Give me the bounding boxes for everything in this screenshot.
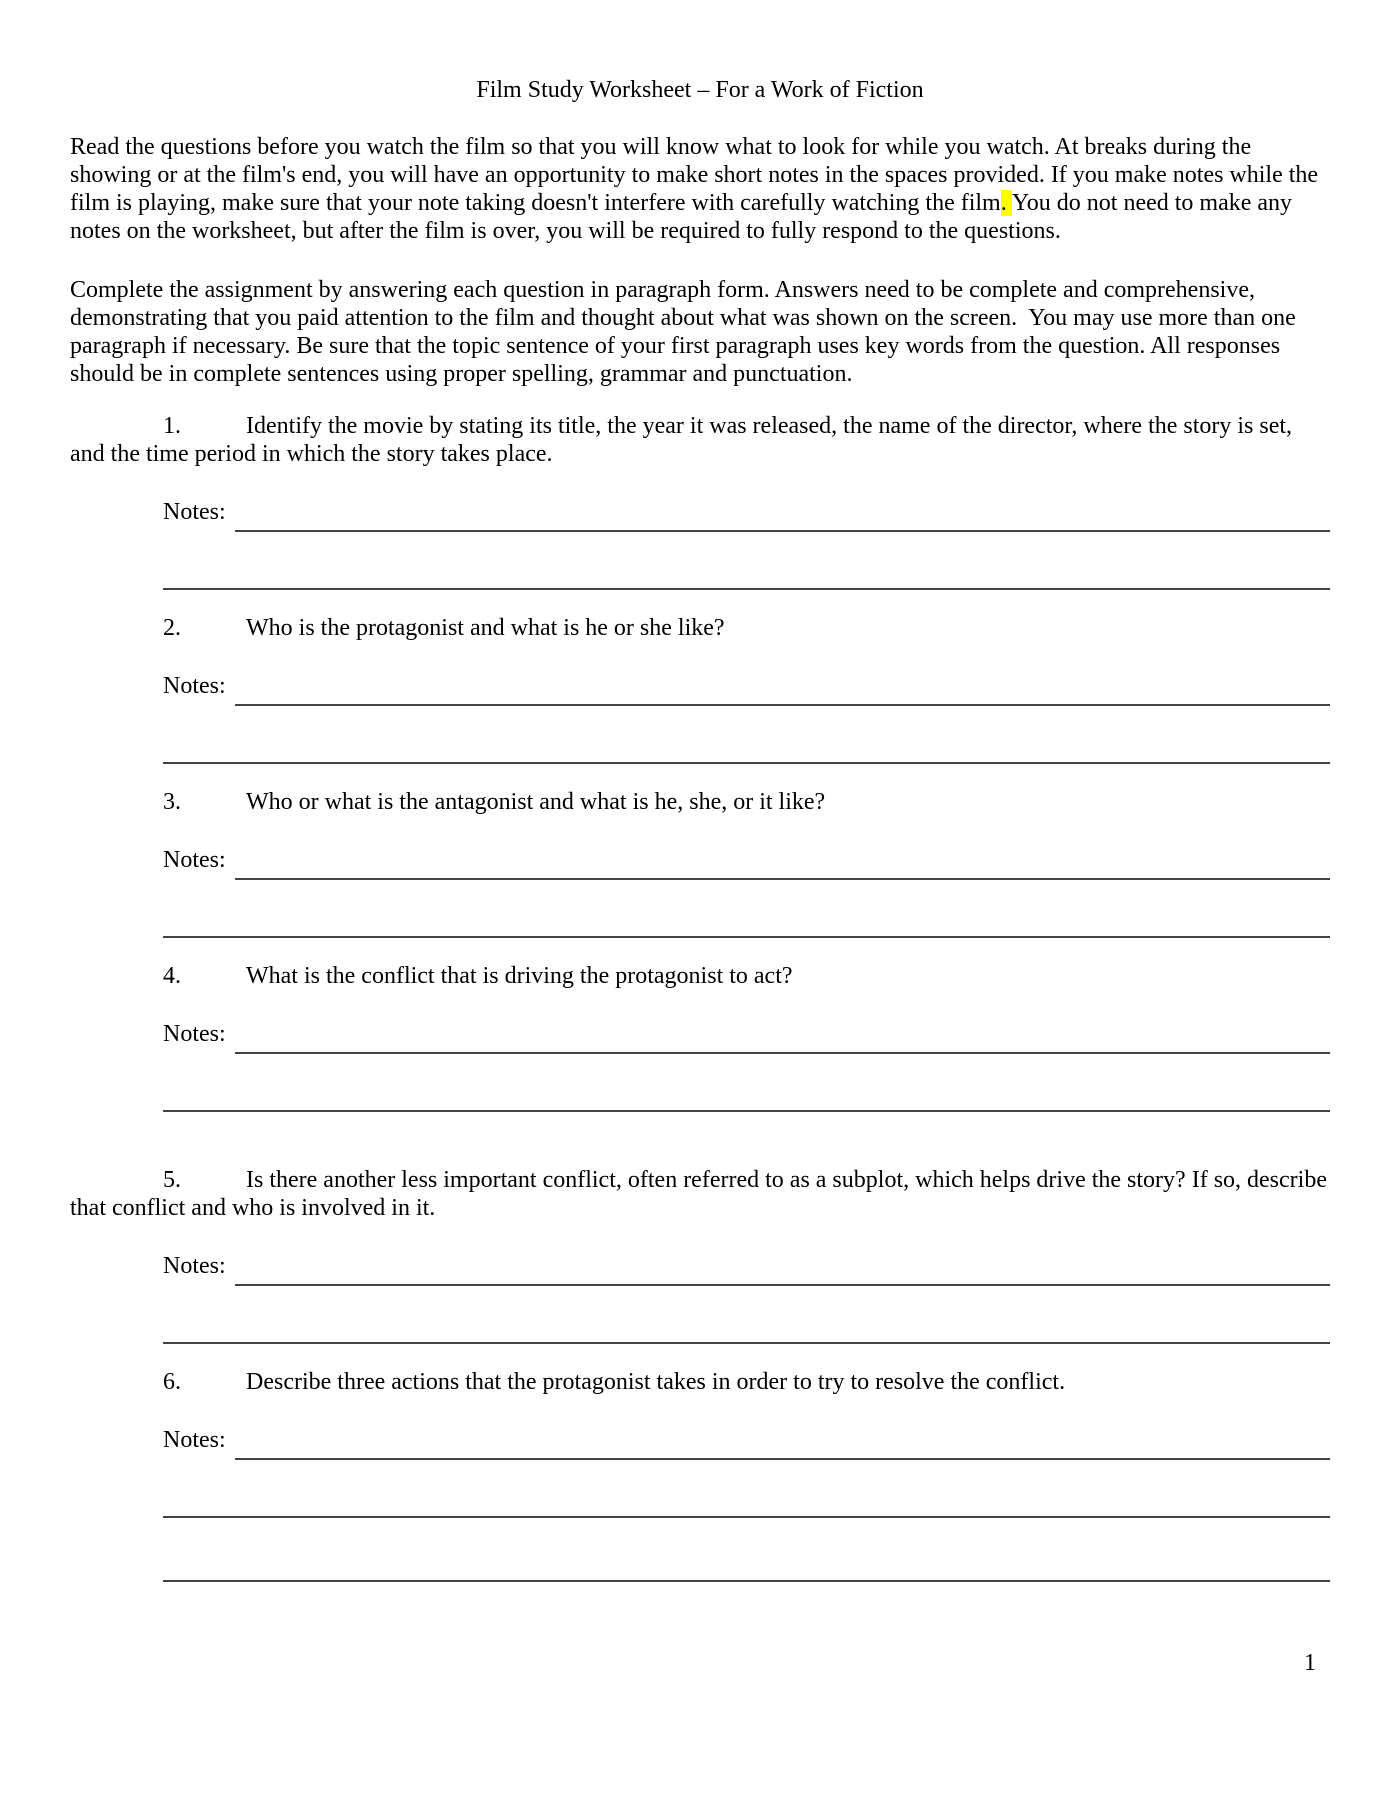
question-text-line bbox=[70, 788, 1330, 816]
question-text-line bbox=[70, 614, 1330, 642]
notes-row bbox=[163, 1020, 1330, 1048]
notes-label: Notes: bbox=[163, 1021, 226, 1047]
notes-row bbox=[163, 498, 1330, 526]
yellow-highlight: . bbox=[1000, 190, 1012, 216]
notes-row bbox=[163, 672, 1330, 700]
question-number: 3. bbox=[163, 789, 181, 815]
question-block-4 bbox=[70, 962, 1330, 1112]
page-title: Film Study Worksheet – For a Work of Fiction bbox=[476, 77, 924, 103]
question-text: Who is the protagonist and what is he or she like? bbox=[246, 615, 725, 641]
notes-label: Notes: bbox=[163, 1427, 226, 1453]
question-block-2 bbox=[70, 614, 1330, 764]
question-number: 5. bbox=[163, 1167, 181, 1193]
intro-paragraph-1 bbox=[70, 133, 1330, 245]
question-text: Identify the movie by stating its title, the year it was released, the name of the director, where the story is set, and the time period in which the story takes place. bbox=[70, 413, 1299, 467]
intro-paragraph-1-continuation: You do not need to make any notes on the worksheet, but after the film is over, you will be required to fully respond to the questions. bbox=[70, 190, 1299, 244]
question-text: Describe three actions that the protagonist takes in order to try to resolve the conflict. bbox=[246, 1369, 1066, 1395]
intro-paragraph-1-text: Read the questions before you watch the film so that you will know what to look for while you watch. At breaks during the showing or at the film's end, you will have an opportunity to make short notes in the spaces provided. If you make notes while the film is playing, make sure that your note taking doesn't interfere with carefully watching the film bbox=[70, 134, 1325, 216]
page-number: 1 bbox=[1304, 1650, 1316, 1676]
notes-fill-line bbox=[235, 852, 1330, 880]
notes-fill-line bbox=[235, 504, 1330, 532]
questions-container bbox=[70, 412, 1333, 1582]
notes-rule bbox=[163, 1342, 1330, 1344]
notes-rule bbox=[163, 1516, 1330, 1518]
notes-label: Notes: bbox=[163, 499, 226, 525]
question-text-line bbox=[70, 1166, 1333, 1222]
question-text: Who or what is the antagonist and what is he, she, or it like? bbox=[246, 789, 826, 815]
notes-row bbox=[163, 1426, 1330, 1454]
notes-rule bbox=[163, 1580, 1330, 1582]
question-text: What is the conflict that is driving the protagonist to act? bbox=[246, 963, 793, 989]
question-block-5 bbox=[70, 1166, 1333, 1344]
question-text-line bbox=[70, 1368, 1330, 1396]
question-block-6 bbox=[70, 1368, 1330, 1582]
intro-paragraph-2: Complete the assignment by answering each question in paragraph form. Answers need to be complete and comprehensive, demonstrating that you paid attention to the film and thought about what was shown on the screen. You may use more than one paragraph if necessary. Be sure that the topic sentence of your first paragraph uses key words from the question. All responses should be in complete sentences using proper spelling, grammar and punctuation. bbox=[70, 277, 1302, 387]
notes-rule bbox=[163, 1110, 1330, 1112]
question-text-line bbox=[70, 962, 1330, 990]
question-number: 6. bbox=[163, 1369, 181, 1395]
notes-label: Notes: bbox=[163, 847, 226, 873]
notes-rule bbox=[163, 936, 1330, 938]
notes-label: Notes: bbox=[163, 1253, 226, 1279]
notes-rule bbox=[163, 588, 1330, 590]
question-number: 4. bbox=[163, 963, 181, 989]
question-block-1 bbox=[70, 412, 1330, 590]
notes-label: Notes: bbox=[163, 673, 226, 699]
question-number: 2. bbox=[163, 615, 181, 641]
notes-fill-line bbox=[235, 1432, 1330, 1460]
notes-fill-line bbox=[235, 678, 1330, 706]
notes-rule bbox=[163, 762, 1330, 764]
question-text-line bbox=[70, 412, 1330, 468]
notes-row bbox=[163, 846, 1330, 874]
question-number: 1. bbox=[163, 413, 181, 439]
notes-fill-line bbox=[235, 1026, 1330, 1054]
question-text: Is there another less important conflict, often referred to as a subplot, which helps drive the story? If so, describe that conflict and who is involved in it. bbox=[70, 1167, 1333, 1221]
notes-fill-line bbox=[235, 1258, 1330, 1286]
question-block-3 bbox=[70, 788, 1330, 938]
notes-row bbox=[163, 1252, 1330, 1280]
